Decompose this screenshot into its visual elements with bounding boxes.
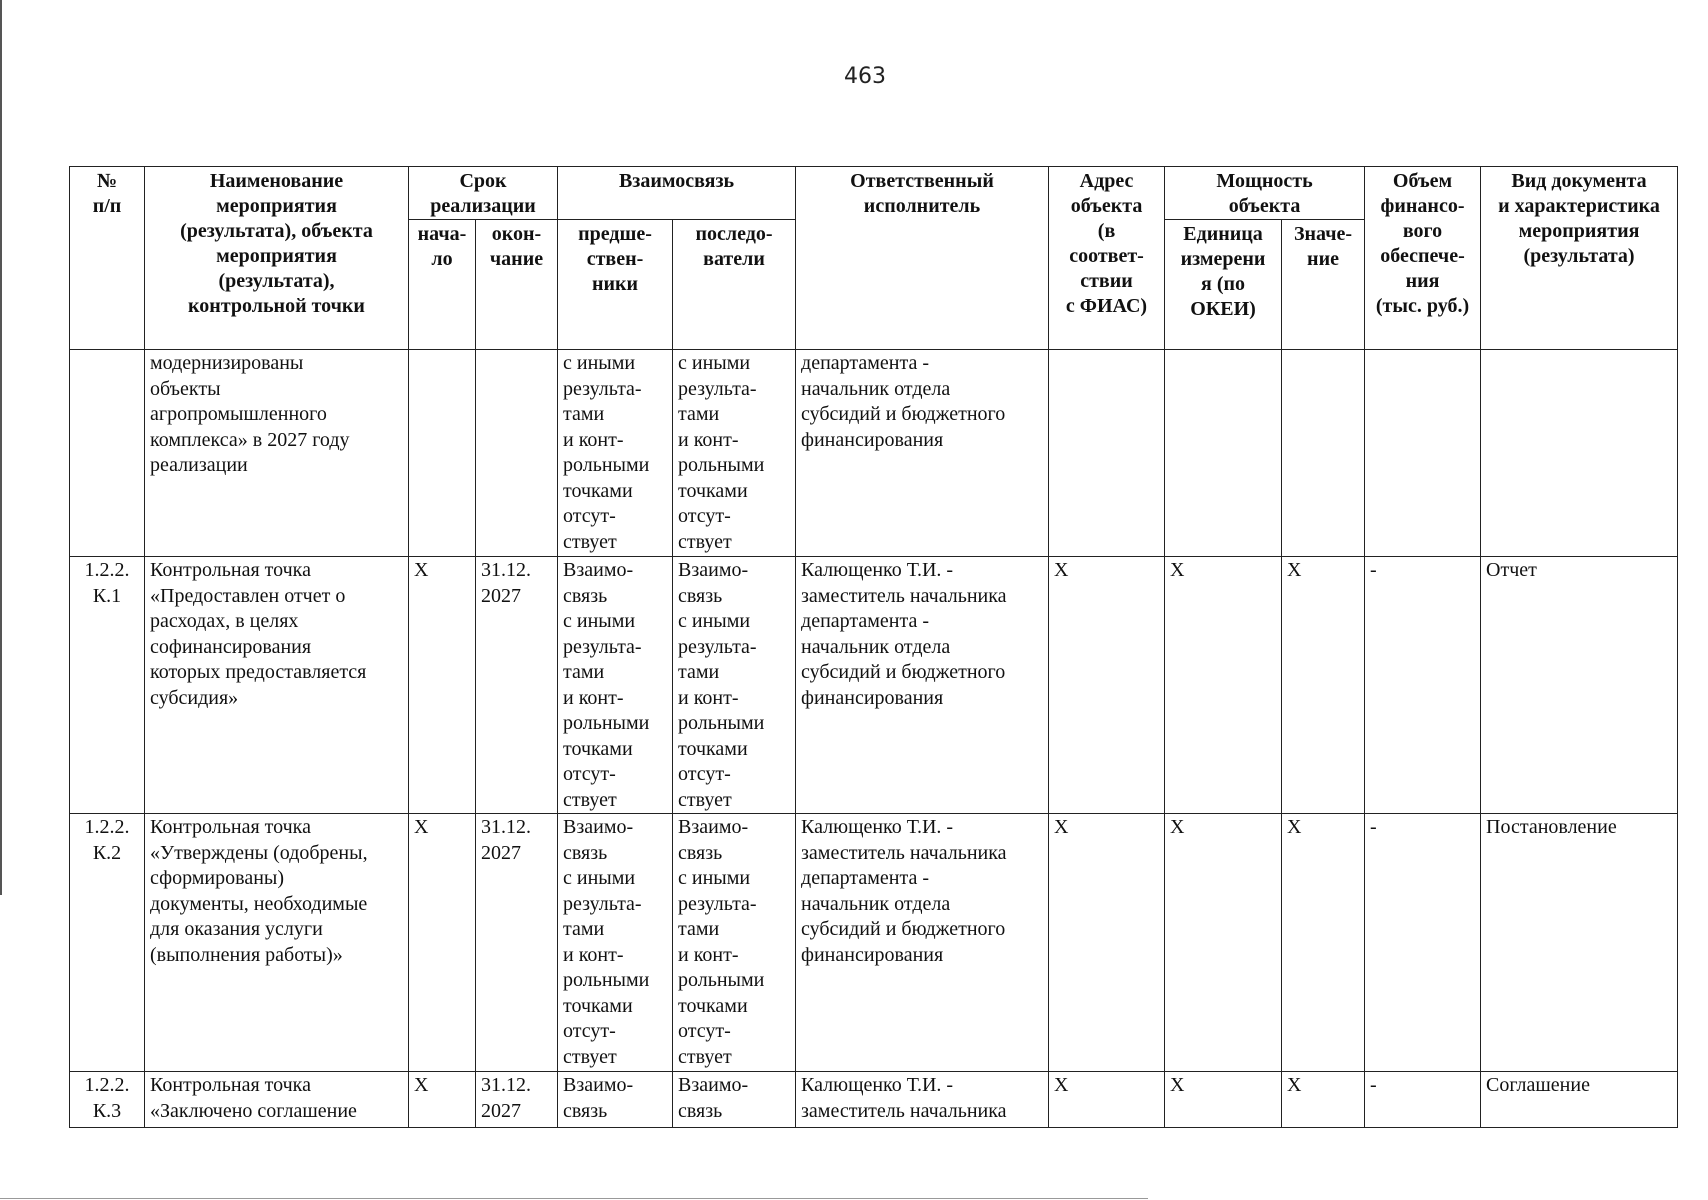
cell-responsible: Калющенко Т.И. - заместитель начальника департамента - начальник отдела субсидий и бюджетного финансирования [796, 814, 1049, 1072]
cell-end: 31.12. 2027 [476, 814, 558, 1072]
cell-unit: X [1165, 1072, 1282, 1128]
table-row [70, 814, 1678, 1072]
cell-address [1049, 350, 1165, 557]
cell-name: Контрольная точка «Заключено соглашение [145, 1072, 409, 1128]
cell-start [409, 350, 476, 557]
table-row [70, 557, 1678, 814]
header-relation-next: последо- ватели [673, 220, 796, 350]
header-finance: Объем финансо- вого обеспече- ния (тыс. руб.) [1365, 167, 1481, 350]
cell-responsible: Калющенко Т.И. - заместитель начальника департамента - начальник отдела субсидий и бюджетного финансирования [796, 557, 1049, 814]
cell-end: 31.12. 2027 [476, 1072, 558, 1128]
cell-next: Взаимо- связь [673, 1072, 796, 1128]
cell-finance: - [1365, 814, 1481, 1072]
cell-value [1282, 350, 1365, 557]
cell-num: 1.2.2. К.3 [70, 1072, 145, 1128]
cell-end: 31.12. 2027 [476, 557, 558, 814]
cell-finance [1365, 350, 1481, 557]
cell-end [476, 350, 558, 557]
cell-name: Контрольная точка «Предоставлен отчет о расходах, в целях софинансирования которых предоставляется субсидия» [145, 557, 409, 814]
cell-doc: Отчет [1481, 557, 1678, 814]
table-body [70, 350, 1678, 1128]
cell-next: Взаимо- связь с иными результа- тами и конт- рольными точками отсут- ствует [673, 557, 796, 814]
cell-prev: Взаимо- связь с иными результа- тами и конт- рольными точками отсут- ствует [558, 557, 673, 814]
cell-start: X [409, 814, 476, 1072]
cell-unit: X [1165, 814, 1282, 1072]
cell-finance: - [1365, 557, 1481, 814]
cell-name: Контрольная точка «Утверждены (одобрены, сформированы) документы, необходимые для оказания услуги (выполнения работы)» [145, 814, 409, 1072]
cell-finance: - [1365, 1072, 1481, 1128]
cell-num: 1.2.2. К.2 [70, 814, 145, 1072]
cell-value: X [1282, 1072, 1365, 1128]
cell-next: Взаимо- связь с иными результа- тами и конт- рольными точками отсут- ствует [673, 814, 796, 1072]
cell-next: с иными результа- тами и конт- рольными точками отсут- ствует [673, 350, 796, 557]
header-term: Срок реализации [409, 167, 558, 220]
cell-prev: Взаимо- связь [558, 1072, 673, 1128]
table-row [70, 350, 1678, 557]
header-capacity: Мощность объекта [1165, 167, 1365, 220]
page-number: 463 [844, 64, 886, 89]
header-relation-prev: предше- ствен- ники [558, 220, 673, 350]
header-name: Наименование мероприятия (результата), объекта мероприятия (результата), контрольной точки [145, 167, 409, 350]
header-num: № п/п [70, 167, 145, 350]
header-term-start: нача- ло [409, 220, 476, 350]
header-term-end: окон- чание [476, 220, 558, 350]
cell-start: X [409, 1072, 476, 1128]
page-edge-line [0, 0, 2, 895]
header-capacity-unit: Единица измерени я (по ОКЕИ) [1165, 220, 1282, 350]
cell-value: X [1282, 814, 1365, 1072]
table-row [70, 1072, 1678, 1128]
cell-start: X [409, 557, 476, 814]
cell-unit: X [1165, 557, 1282, 814]
cell-address: X [1049, 1072, 1165, 1128]
cell-doc: Постановление [1481, 814, 1678, 1072]
header-capacity-value: Значе- ние [1282, 220, 1365, 350]
header-relation: Взаимосвязь [558, 167, 796, 220]
cell-num [70, 350, 145, 557]
header-responsible: Ответственный исполнитель [796, 167, 1049, 350]
cell-value: X [1282, 557, 1365, 814]
activities-table [69, 166, 1678, 1128]
cell-name: модернизированы объекты агропромышленного комплекса» в 2027 году реализации [145, 350, 409, 557]
header-address: Адрес объекта (в соответ- ствии с ФИАС) [1049, 167, 1165, 350]
cell-prev: Взаимо- связь с иными результа- тами и конт- рольными точками отсут- ствует [558, 814, 673, 1072]
cell-address: X [1049, 814, 1165, 1072]
scan-bottom-line [0, 1198, 1148, 1199]
cell-responsible: департамента - начальник отдела субсидий и бюджетного финансирования [796, 350, 1049, 557]
cell-doc [1481, 350, 1678, 557]
cell-address: X [1049, 557, 1165, 814]
cell-unit [1165, 350, 1282, 557]
cell-doc: Соглашение [1481, 1072, 1678, 1128]
cell-prev: с иными результа- тами и конт- рольными точками отсут- ствует [558, 350, 673, 557]
table-header [70, 167, 1678, 350]
cell-num: 1.2.2. К.1 [70, 557, 145, 814]
cell-responsible: Калющенко Т.И. - заместитель начальника [796, 1072, 1049, 1128]
header-doc-type: Вид документа и характеристика мероприятия (результата) [1481, 167, 1678, 350]
